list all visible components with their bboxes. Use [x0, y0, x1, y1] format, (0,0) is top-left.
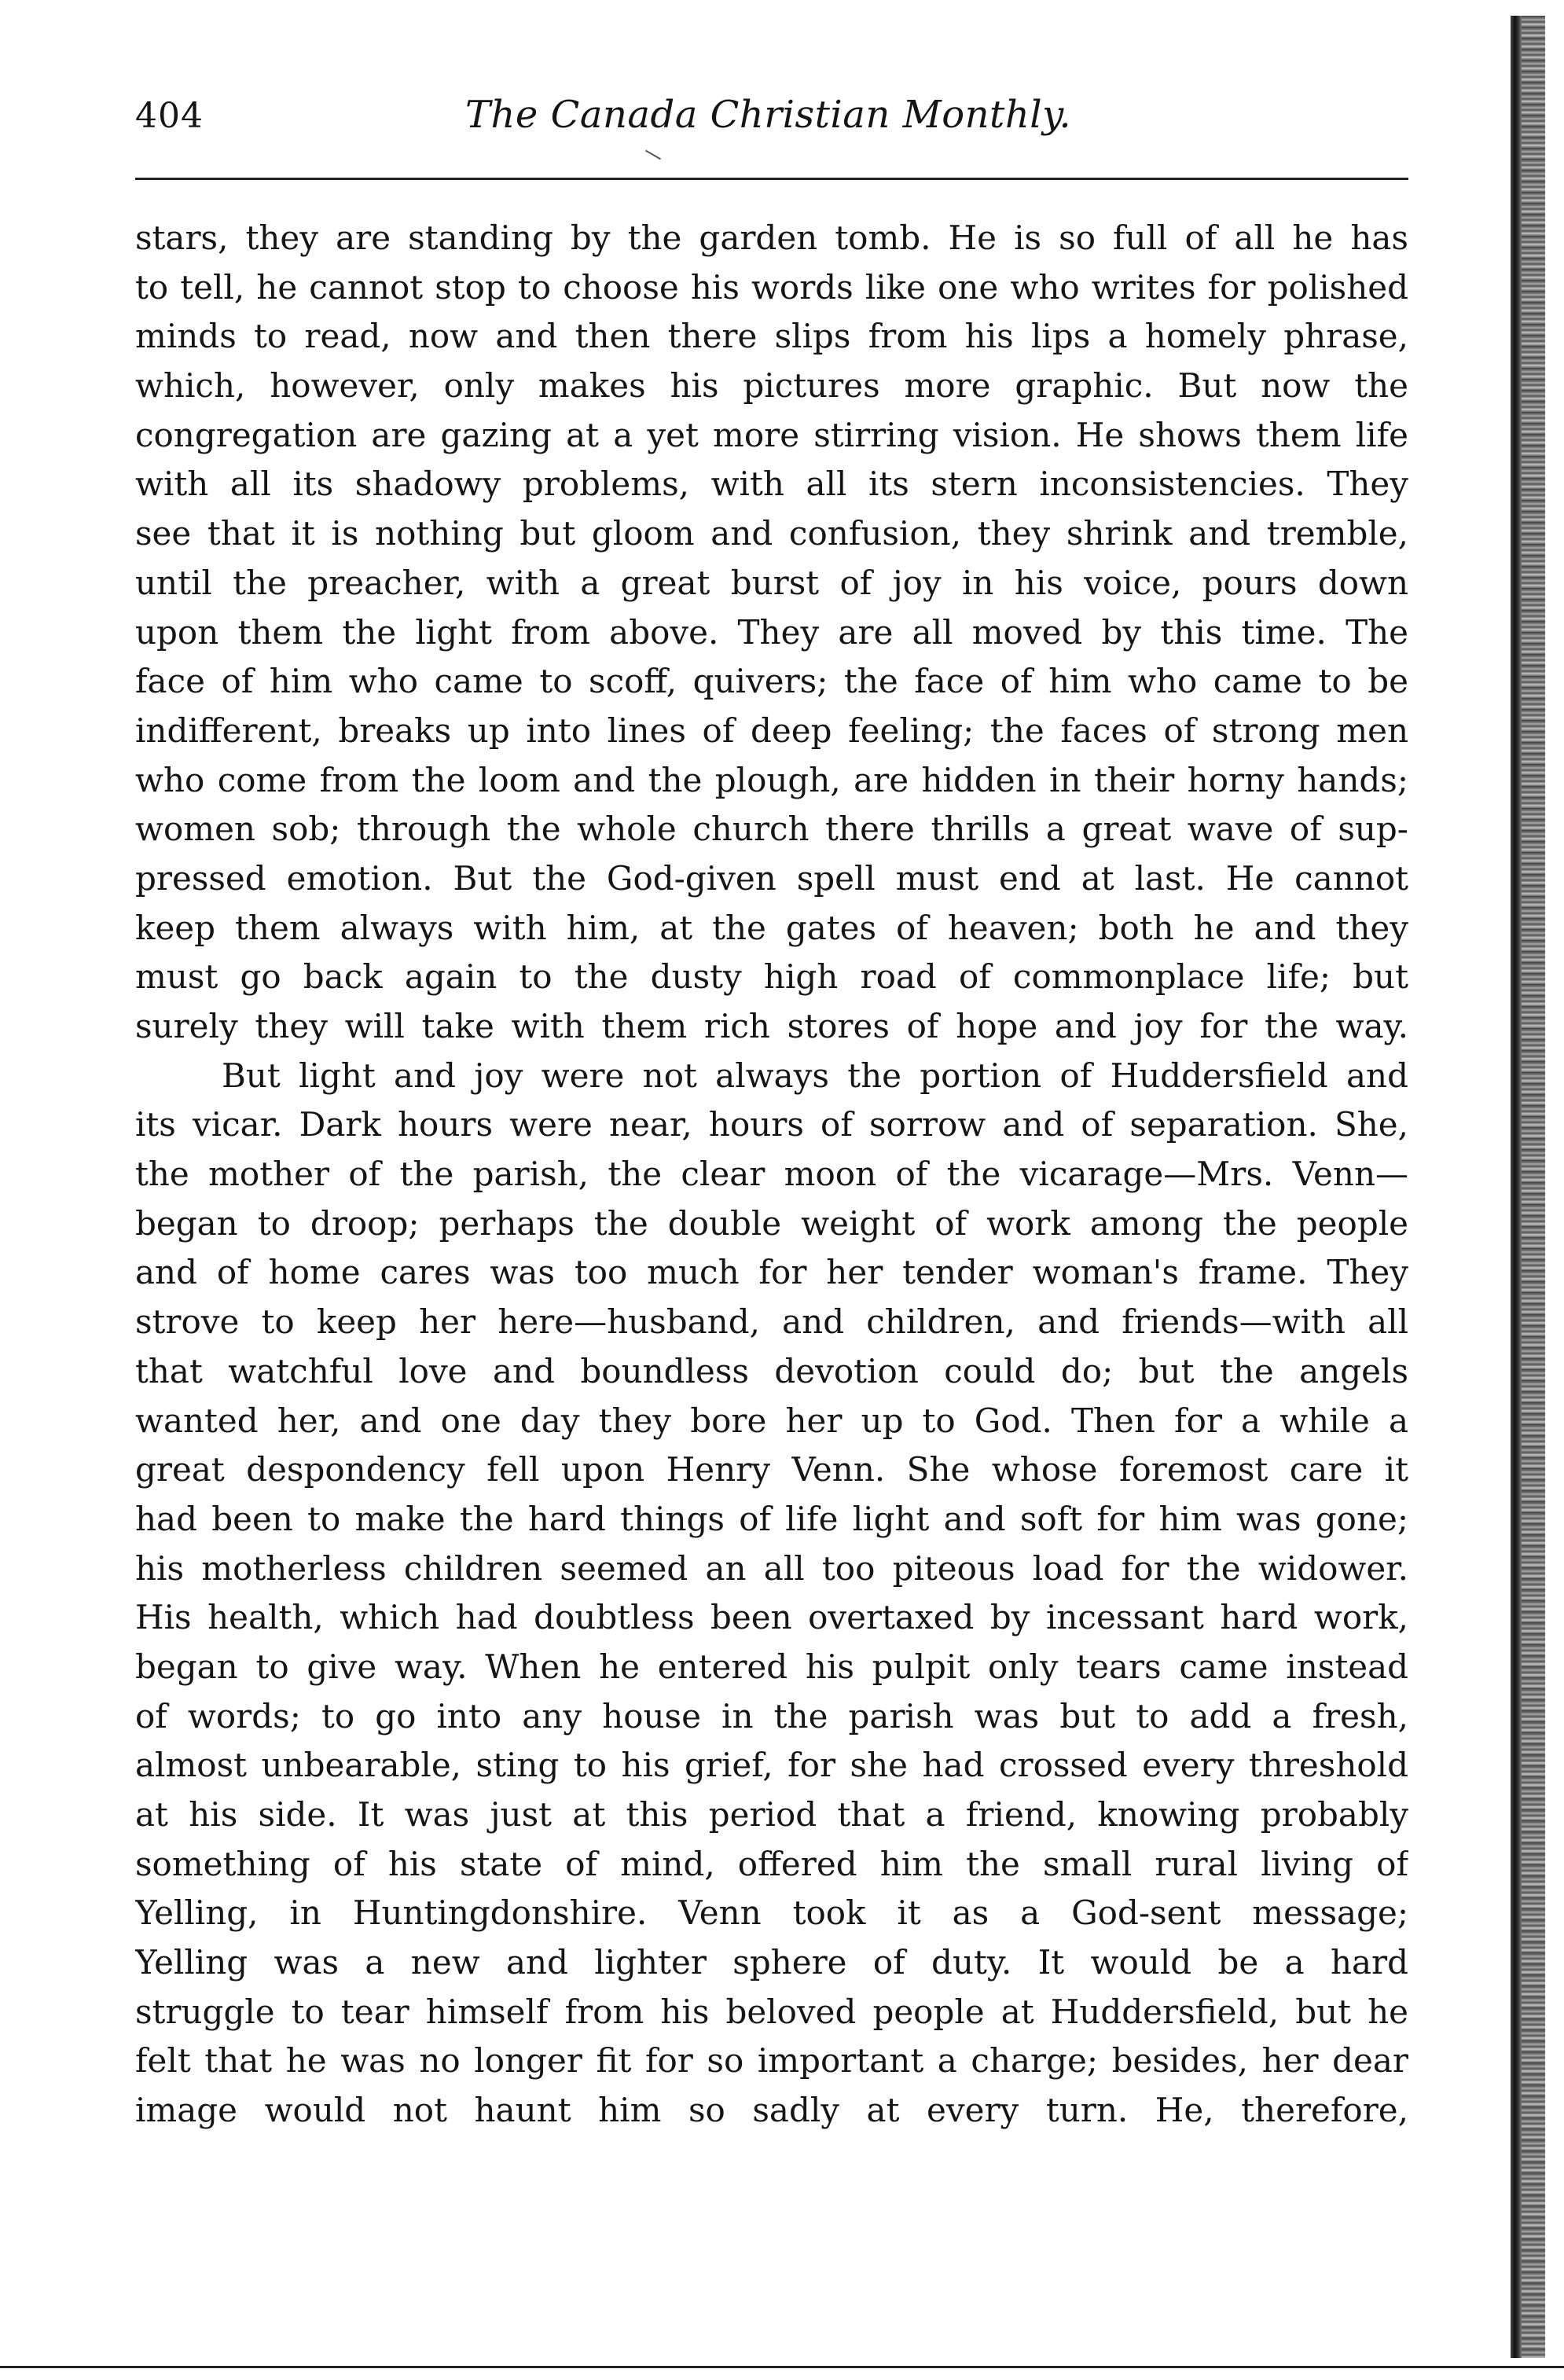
text-line: that watchful love and boundless devotion could do; but the angels [135, 1351, 1408, 1390]
text-line: Yelling was a new and lighter sphere of duty. It would be a hard [135, 1943, 1408, 1982]
body-text [135, 214, 1408, 2136]
text-line: which, however, only makes his pictures more graphic. But now the [135, 366, 1408, 406]
text-line: struggle to tear himself from his beloved people at Huddersfield, but he [135, 1992, 1408, 2031]
text-line: congregation are gazing at a yet more stirring vision. He shows them life [135, 415, 1408, 454]
text-line: image would not haunt him so sadly at every turn. He, therefore, [135, 2091, 1408, 2130]
ink-mark [645, 150, 661, 160]
text-line: something of his state of mind, offered him the small rural living of [135, 1844, 1408, 1883]
book-spine-edge [1511, 16, 1522, 2358]
text-line: great despondency fell upon Henry Venn. She whose foremost care it [135, 1450, 1408, 1489]
text-line: and of home cares was too much for her tender woman's frame. They [135, 1253, 1408, 1292]
text-line: Yelling, in Huntingdonshire. Venn took it as a God-sent message; [135, 1893, 1408, 1933]
bottom-rule [0, 2366, 1564, 2368]
header-rule [135, 178, 1408, 180]
text-line: had been to make the hard things of life light and soft for him was gone; [135, 1499, 1408, 1538]
text-line: His health, which had doubtless been overtaxed by incessant hard work, [135, 1598, 1408, 1637]
text-line: with all its shadowy problems, with all its stern inconsistencies. They [135, 465, 1408, 504]
text-line: women sob; through the whole church there thrills a great wave of sup- [135, 810, 1408, 849]
text-line: the mother of the parish, the clear moon of the vicarage—Mrs. Venn— [135, 1155, 1408, 1194]
text-line: at his side. It was just at this period that a friend, knowing probably [135, 1795, 1408, 1834]
page-edge-texture [1522, 16, 1545, 2358]
text-line: its vicar. Dark hours were near, hours of sorrow and of separation. She, [135, 1105, 1408, 1144]
text-line: almost unbearable, sting to his grief, for she had crossed every threshold [135, 1746, 1408, 1785]
text-line: to tell, he cannot stop to choose his words like one who writes for polished [135, 267, 1408, 307]
text-line: must go back again to the dusty high road of commonplace life; but [135, 957, 1408, 997]
text-line: until the preacher, with a great burst of joy in his voice, pours down [135, 563, 1408, 602]
text-line: who come from the loom and the plough, are hidden in their horny hands; [135, 760, 1408, 799]
text-line: began to droop; perhaps the double weight of work among the people [135, 1203, 1408, 1243]
text-line: began to give way. When he entered his pulpit only tears came instead [135, 1647, 1408, 1686]
text-line: of words; to go into any house in the parish was but to add a fresh, [135, 1696, 1408, 1735]
text-line: pressed emotion. But the God-given spell must end at last. He cannot [135, 858, 1408, 898]
text-line: wanted her, and one day they bore her up to God. Then for a while a [135, 1401, 1408, 1440]
text-line: minds to read, now and then there slips from his lips a homely phrase, [135, 317, 1408, 356]
text-line: felt that he was no longer fit for so important a charge; besides, her dear [135, 2041, 1408, 2081]
page-number: 404 [135, 96, 204, 136]
text-line: keep them always with him, at the gates of heaven; both he and they [135, 908, 1408, 947]
text-line: see that it is nothing but gloom and confusion, they shrink and tremble, [135, 514, 1408, 553]
running-title: The Canada Christian Monthly. [465, 93, 1072, 137]
page-header [135, 93, 1408, 148]
paragraph-start-line: But light and joy were not always the portion of Huddersfield and [222, 1056, 1408, 1095]
text-line: his motherless children seemed an all too piteous load for the widower. [135, 1548, 1408, 1588]
text-line: face of him who came to scoff, quivers; the face of him who came to be [135, 662, 1408, 701]
text-line: upon them the light from above. They are all moved by this time. The [135, 612, 1408, 652]
text-line: strove to keep her here—husband, and children, and friends—with all [135, 1302, 1408, 1342]
text-line: surely they will take with them rich stores of hope and joy for the way. [135, 1007, 1408, 1045]
text-line: indifferent, breaks up into lines of deep feeling; the faces of strong men [135, 711, 1408, 750]
text-line: stars, they are standing by the garden tomb. He is so full of all he has [135, 219, 1408, 257]
